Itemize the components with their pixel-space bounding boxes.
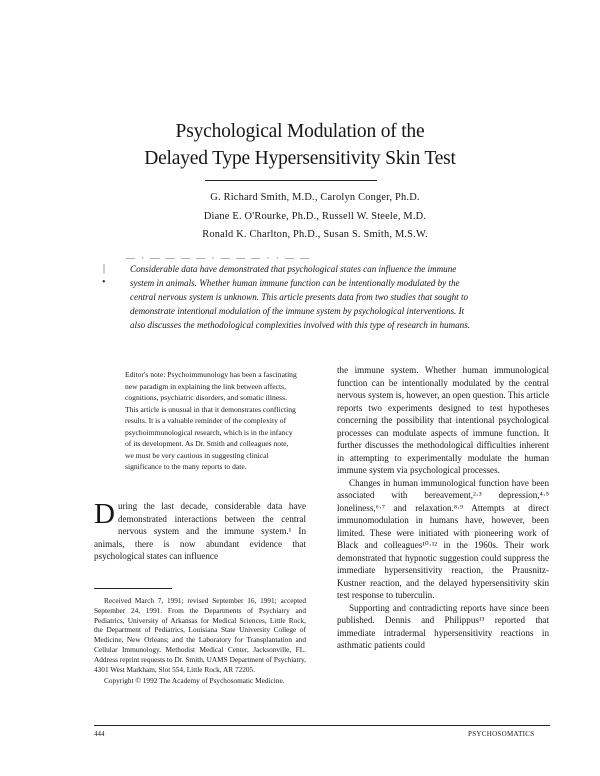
author-line: G. Richard Smith, M.D., Carolyn Conger, Ph.D.: [210, 192, 420, 203]
footer-rule: [94, 725, 550, 726]
editors-note: Editor's note: Psychoimmunology has been a fascinating new paradigm in explaining the link between affects, cognitions, psychiatric disorders, and somatic illness. This article is unusual in that it demonstrates conflicting results. It is a valuable reminder of the complexity of psychoimmunological research, which is in the infancy of its development. As Dr. Smith and colleagues note, we must be very cautious in suggesting clinical significance to the many reports to date.: [125, 370, 297, 471]
author-line: Diane E. O'Rourke, Ph.D., Russell W. Steele, M.D.: [203, 210, 427, 222]
abstract: Considerable data have demonstrated that psychological states can influence the immune system in animals. Whether human immune function can be intentionally modulated by the central nervous system is unknown. This article presents data from two studies that sought to demonstrate intentional modulation of the immune system by psychological interventions. It also discusses the methodological complexities involved with this type of research in humans.: [130, 264, 471, 330]
author-list: [150, 189, 480, 245]
page-number: 444: [94, 730, 105, 738]
drop-cap: D: [94, 498, 115, 530]
body-paragraph: Changes in human immunological function have been associated with bereavement,²·³ depression,⁴·⁵ loneliness,⁶·⁷ and relaxation.⁸·⁹ Attempts at direct immunomodulation in humans have, however, been limited. These were initiated with pioneering work of Black and colleagues¹⁰·¹² in the 1960s. Their work demonstrated that hypnotic suggestion could suppress the immediate hypersensitivity reaction, the Prausnitz-Kustner reaction, and the delayed hypersensitivity skin test response to tuberculin.: [337, 477, 549, 600]
received-note: Received March 7, 1991; revised September 16, 1991; accepted September 24, 1991. From the Departments of Psychiatry and Pediatrics, University of Arkansas for Medical Sciences, Little Rock, the Department of Pediatrics, Louisiana State University College of Medicine, New Orleans; and the Laboratory for Transplantation and Cellular Immunology, Methodist Medical Center, Jacksonville, FL. Address reprint requests to Dr. Smith, UAMS Department of Psychiatry, 4301 West Markham, Slot 554, Little Rock, AR 72205.: [94, 596, 306, 674]
abstract-marker: •: [102, 277, 106, 288]
footnote: [94, 596, 306, 686]
title-rule: [205, 180, 377, 181]
author-line: Ronald K. Charlton, Ph.D., Susan S. Smith, M.S.W.: [202, 229, 428, 240]
copyright-note: Copyright © 1992 The Academy of Psychosomatic Medicine.: [104, 676, 285, 686]
right-column: [337, 364, 549, 652]
abstract-marker: |: [103, 263, 106, 274]
body-paragraph: the immune system. Whether human immunological function can be intentionally modulated by the central nervous system is, however, an open question. This article reports two experiments designed to test hypotheses concerning the possibility that intentional psychological processes can modulate aspects of immune function. It further discusses the methodological difficulties inherent in attempting to experimentally modulate the human immune system via psychological processes.: [337, 365, 549, 475]
section-divider: — · — — — — · — — — · · — —: [126, 253, 312, 263]
article-title-line-2: Delayed Type Hypersensitivity Skin Test: [144, 148, 456, 169]
journal-name: PSYCHOSOMATICS: [468, 730, 535, 738]
intro-paragraph: [94, 500, 306, 563]
footnote-rule: [94, 588, 172, 589]
article-title-line-1: Psychological Modulation of the: [175, 121, 425, 142]
body-paragraph: Supporting and contradicting reports have since been published. Dennis and Philippus¹³ reported that immediate intradermal hypersensitivity reactions in asthmatic patients could: [337, 602, 549, 650]
intro-text: uring the last decade, considerable data have demonstrated interactions between the central nervous system and the immune system.¹ In animals, there is now abundant evidence that psychological states can influence: [94, 501, 306, 561]
